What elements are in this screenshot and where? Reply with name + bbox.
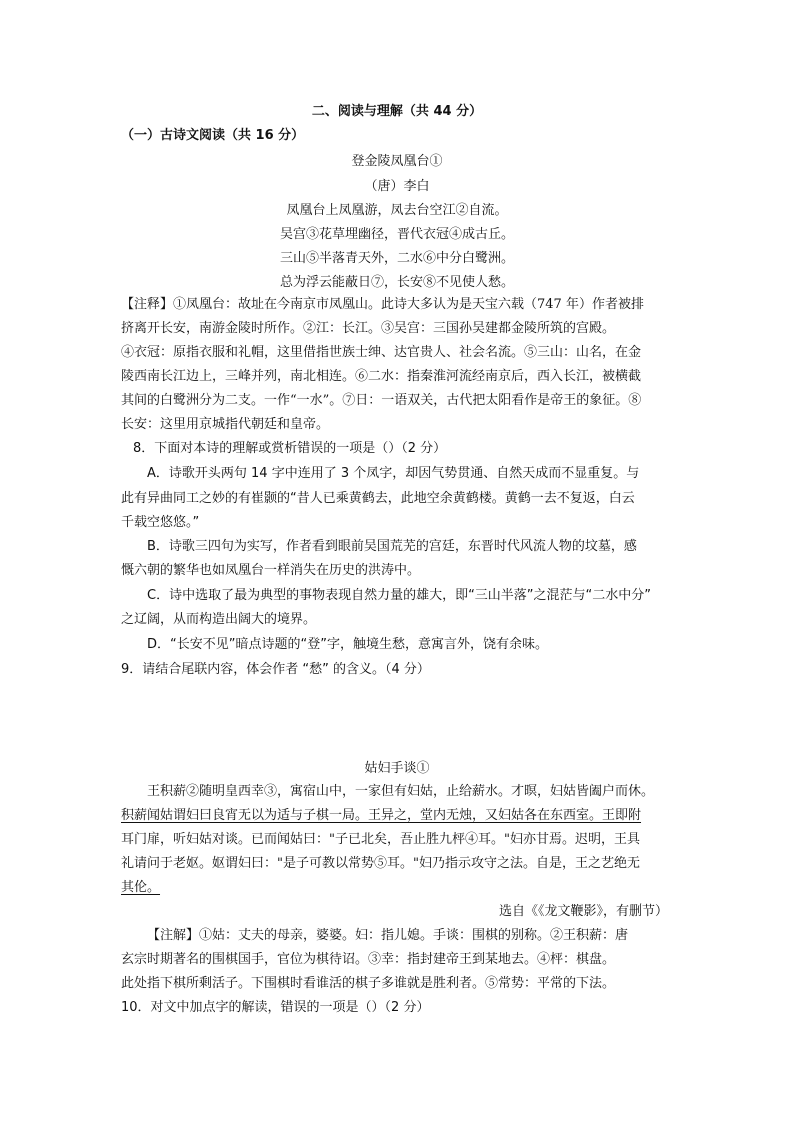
prose-source: 选自《《龙文鞭影》，有删节） — [498, 904, 668, 919]
q8-option-d: D．“长安不见”暗点诗题的“登”字，触境生愁，意寓言外，饶有余味。 — [147, 637, 548, 652]
poem-note-line: ④衣冠：原指衣服和礼帽，这里借指世族士绅、达官贵人、社会名流。⑤三山：山名，在金 — [121, 345, 642, 360]
prose-title: 姑妇手谈① — [364, 761, 430, 776]
prose-note-line: 玄宗时期著名的围棋国手，官位为棋待诏。③幸：指封建帝王到某地去。④枰：棋盘。 — [121, 952, 616, 967]
prose-note-line: 【注解】①姑：丈夫的母亲，婆婆。妇：指儿媳。手谈：围棋的别称。②王积薪：唐 — [147, 928, 629, 943]
part1-title: （一）古诗文阅读（共 16 分） — [121, 128, 305, 143]
prose-line: 王积薪②随明皇西幸③，寓宿山中，一家但有妇姑，止给薪水。才暝，妇姑皆阖户而休。 — [147, 784, 655, 799]
q8-option-a-cont: 千载空悠悠。” — [121, 515, 200, 530]
poem-note-line: 陵西南长江边上，三峰并列，南北相连。⑥二水：指秦淮河流经南京后，西入长江，被横截 — [121, 369, 642, 384]
question-8-stem: 8．下面对本诗的理解或赏析错误的一项是（）（2 分） — [133, 441, 447, 456]
prose-line: 耳门扉，听妇姑对谈。已而闻姑曰："子已北矣，吾止胜九枰④耳。"妇亦甘焉。迟明，王具 — [121, 832, 640, 847]
question-9: 9．请结合尾联内容，体会作者 “愁” 的含义。（4 分） — [121, 662, 430, 677]
poem-line: 三山⑤半落青天外，二水⑥中分白鹭洲。 — [279, 251, 514, 266]
prose-line-underlined — [121, 807, 641, 825]
poem-title: 登金陵凤凰台① — [351, 154, 443, 169]
poem-author: （唐）李白 — [364, 179, 430, 194]
q8-option-c: C．诗中选取了最为典型的事物表现自然力量的雄大，即“三山半落”之混茫与“二水中分” — [147, 588, 652, 603]
prose-note-line: 此处指下棋所剩活子。下围棋时看谁活的棋子多谁就是胜利者。⑤常势：平常的下法。 — [121, 976, 616, 991]
section-title: 二、阅读与理解（共 44 分） — [311, 104, 483, 119]
q8-option-b: B．诗歌三四句为实写，作者看到眼前吴国荒芜的宫廷，东晋时代风流人物的坟墓，感 — [147, 539, 637, 554]
prose-line: 其伦。 — [121, 880, 161, 895]
poem-note-line: 长安：这里用京城指代朝廷和皇帝。 — [121, 417, 330, 432]
underlined-sentence: 积薪闻姑谓妇曰良宵无以为适与子棋一局。王异之，堂内无烛，又妇姑各在东西室。王即附 — [121, 808, 642, 823]
question-10: 10．对文中加点字的解读，错误的一项是（）（2 分） — [121, 1000, 430, 1015]
poem-line: 总为浮云能蔽日⑦，长安⑧不见使人愁。 — [279, 275, 514, 290]
q8-option-a: A．诗歌开头两句 14 字中连用了 3 个凤字，却因气势贯通、自然天成而不显重复。与 — [147, 466, 640, 481]
q8-option-b-cont: 慨六朝的繁华也如凤凰台一样消失在历史的洪涛中。 — [121, 563, 421, 578]
q8-option-a-cont: 此有异曲同工之妙的有崔颢的“昔人已乘黄鹤去，此地空余黄鹤楼。黄鹤一去不复返，白云 — [121, 491, 635, 506]
poem-note-line: 挤离开长安，南游金陵时所作。②江：长江。③吴宫：三国孙吴建都金陵所筑的宫殿。 — [121, 321, 616, 336]
prose-line: 礼请问于老妪。妪谓妇曰："是子可教以常势⑤耳。"妇乃指示攻守之法。自是，王之艺绝无 — [121, 856, 640, 871]
q8-option-c-cont: 之辽阔，从而构造出阔大的境界。 — [121, 612, 317, 627]
poem-note-line: 【注释】①凤凰台：故址在今南京市凤凰山。此诗大多认为是天宝六载（747 年）作者被排 — [121, 297, 644, 312]
poem-note-line: 其间的白鹭洲分为二支。一作“一水”。⑦日：一语双关，古代把太阳看作是帝王的象征。⑧ — [121, 393, 642, 408]
poem-line: 吴宫③花草埋幽径，晋代衣冠④成古丘。 — [279, 227, 514, 242]
poem-line: 凤凰台上凤凰游，凤去台空江②自流。 — [286, 203, 508, 218]
